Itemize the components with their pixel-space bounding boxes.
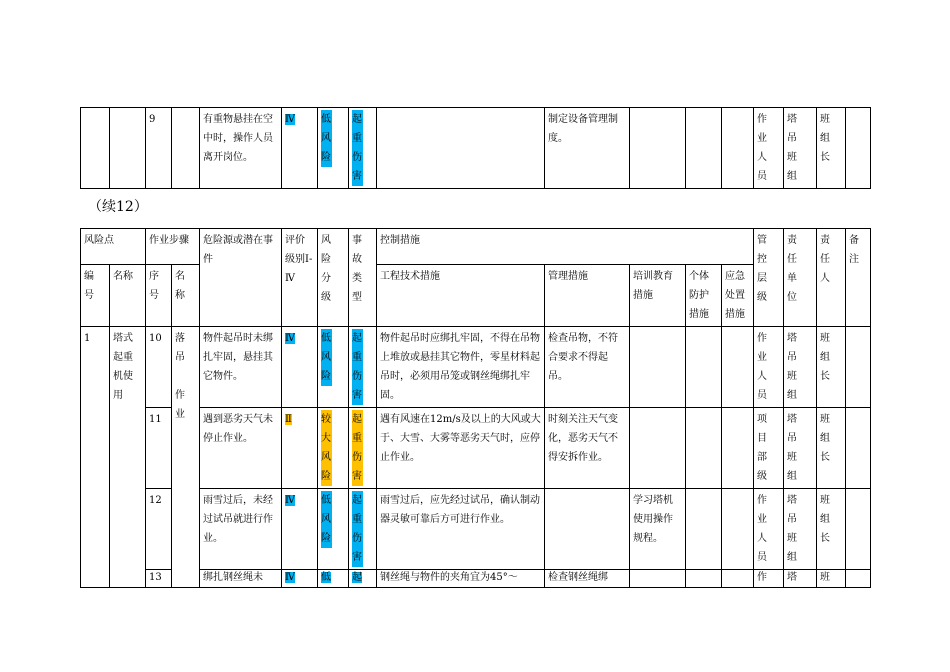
accident-cell — [349, 327, 377, 408]
level-cell — [282, 570, 318, 588]
level-badge: Ⅱ — [285, 414, 292, 425]
header-accident-type: 事 故 类 型 — [349, 229, 377, 327]
ctrl-level-cell: 作 业 人 员 — [754, 108, 784, 189]
ctrl-level-cell: 作 业 人 员 — [754, 327, 784, 408]
unit-cell: 塔 吊 班 组 — [784, 489, 817, 570]
header-step-name: 名 称 — [172, 265, 200, 327]
continuation-title: （续12） — [88, 199, 148, 215]
level-cell — [282, 108, 318, 189]
header-remark: 备 注 — [846, 229, 871, 327]
accident-badge: 起 — [352, 572, 362, 583]
eng-cell: 遇有风速在12m/s及以上的大风或大于、大雪、大雾等恶劣天气时，应停止作业。 — [377, 408, 545, 489]
seq-cell: 10 — [146, 327, 172, 408]
training-cell — [630, 408, 686, 489]
hazard-cell: 有重物悬挂在空中时，操作人员离开岗位。 — [200, 108, 282, 189]
header-hazard: 危险源或潜在事件 — [200, 229, 282, 327]
mgmt-cell: 制定设备管理制度。 — [545, 108, 630, 189]
table-row — [81, 570, 871, 588]
header-seq: 序 号 — [146, 265, 172, 327]
header-control: 控制措施 — [377, 229, 754, 265]
header-mgmt: 管理措施 — [545, 265, 630, 327]
level-badge: Ⅳ — [285, 333, 295, 344]
training-cell: 学习塔机使用操作规程。 — [630, 489, 686, 570]
header-person: 责 任 人 — [817, 229, 846, 327]
risk-badge: 低 风 险 — [321, 329, 332, 386]
header-ctrl-level: 管 控 层 级 — [754, 229, 784, 327]
accident-cell — [349, 489, 377, 570]
seq-cell: 9 — [146, 108, 172, 189]
person-cell: 班 组 长 — [817, 327, 846, 408]
person-cell: 班 组 长 — [817, 489, 846, 570]
seq-cell: 11 — [146, 408, 172, 489]
risk-cell — [318, 327, 349, 408]
top-fragment-table — [80, 107, 871, 189]
eng-cell: 雨雪过后，应先经过试吊，确认制动器灵敏可靠后方可进行作业。 — [377, 489, 545, 570]
level-cell — [282, 408, 318, 489]
mgmt-cell: 检查吊物，不符合要求不得起吊。 — [545, 327, 630, 408]
header-training: 培训教育措施 — [630, 265, 686, 327]
training-cell — [630, 327, 686, 408]
person-cell: 班 组 长 — [817, 408, 846, 489]
risk-cell — [318, 408, 349, 489]
hazard-cell: 绑扎钢丝绳未 — [200, 570, 282, 588]
unit-cell: 塔 吊 班 组 — [784, 327, 817, 408]
group-name: 塔式起重机使用 — [110, 327, 146, 588]
mgmt-cell: 检查钢丝绳绑 — [545, 570, 630, 588]
table-row — [81, 108, 871, 189]
header-emergency: 应急处置措施 — [722, 265, 754, 327]
header-eval-level: 评价级别Ⅰ-Ⅳ — [282, 229, 318, 327]
accident-badge: 起 重 伤 害 — [352, 110, 363, 186]
training-cell — [630, 570, 686, 588]
hazard-cell: 遇到恶劣天气未停止作业。 — [200, 408, 282, 489]
mgmt-cell: 时刻关注天气变化，恶劣天气不得安拆作业。 — [545, 408, 630, 489]
accident-cell — [349, 408, 377, 489]
seq-cell: 13 — [146, 570, 172, 588]
accident-badge: 起 重 伤 害 — [352, 491, 363, 567]
risk-control-table — [80, 228, 871, 588]
level-cell — [282, 327, 318, 408]
header-row-1 — [81, 229, 871, 265]
risk-badge: 较 大 风 险 — [321, 410, 332, 486]
table-row — [81, 489, 871, 570]
accident-cell — [349, 108, 377, 189]
header-risk-class: 风 险 分 级 — [318, 229, 349, 327]
risk-cell — [318, 570, 349, 588]
header-eng: 工程技术措施 — [377, 265, 545, 327]
table-row — [81, 327, 871, 408]
ctrl-level-cell: 作 业 人 员 — [754, 489, 784, 570]
ctrl-level-cell: 作 — [754, 570, 784, 588]
risk-badge: 低 风 险 — [321, 491, 332, 548]
unit-cell: 塔 — [784, 570, 817, 588]
group-no: 1 — [81, 327, 110, 588]
unit-cell: 塔 吊 班 组 — [784, 408, 817, 489]
level-badge: Ⅳ — [285, 114, 295, 125]
header-name: 名称 — [110, 265, 146, 327]
unit-cell: 塔 吊 班 组 — [784, 108, 817, 189]
mgmt-cell — [545, 489, 630, 570]
risk-badge: 低 — [321, 572, 331, 583]
person-cell: 班 组 长 — [817, 108, 846, 189]
accident-badge: 起 重 伤 害 — [352, 329, 363, 405]
level-cell — [282, 489, 318, 570]
eng-cell: 物件起吊时应绑扎牢固，不得在吊物上堆放或悬挂其它物件，零星材料起吊时，必须用吊笼或钢丝绳绑扎牢固。 — [377, 327, 545, 408]
risk-badge: 低 风 险 — [321, 110, 332, 167]
accident-badge: 起 重 伤 害 — [352, 410, 363, 486]
table-row — [81, 408, 871, 489]
person-cell: 班 — [817, 570, 846, 588]
ctrl-level-cell: 项 目 部 级 — [754, 408, 784, 489]
level-badge: Ⅳ — [285, 572, 295, 583]
risk-cell — [318, 108, 349, 189]
risk-cell — [318, 489, 349, 570]
accident-cell — [349, 570, 377, 588]
hazard-cell: 物件起吊时未绑扎牢固，悬挂其它物件。 — [200, 327, 282, 408]
eng-cell: 钢丝绳与物件的夹角宜为45°～ — [377, 570, 545, 588]
header-row-2 — [81, 265, 871, 327]
header-ppe: 个体防护措施 — [686, 265, 722, 327]
hazard-cell: 雨雪过后，未经过试吊就进行作业。 — [200, 489, 282, 570]
header-work-step: 作业步骤 — [146, 229, 200, 265]
level-badge: Ⅳ — [285, 495, 295, 506]
header-unit: 责 任 单 位 — [784, 229, 817, 327]
header-risk-point: 风险点 — [81, 229, 146, 265]
header-no: 编 号 — [81, 265, 110, 327]
step-name: 落 吊 作 业 — [172, 327, 200, 588]
seq-cell: 12 — [146, 489, 172, 570]
